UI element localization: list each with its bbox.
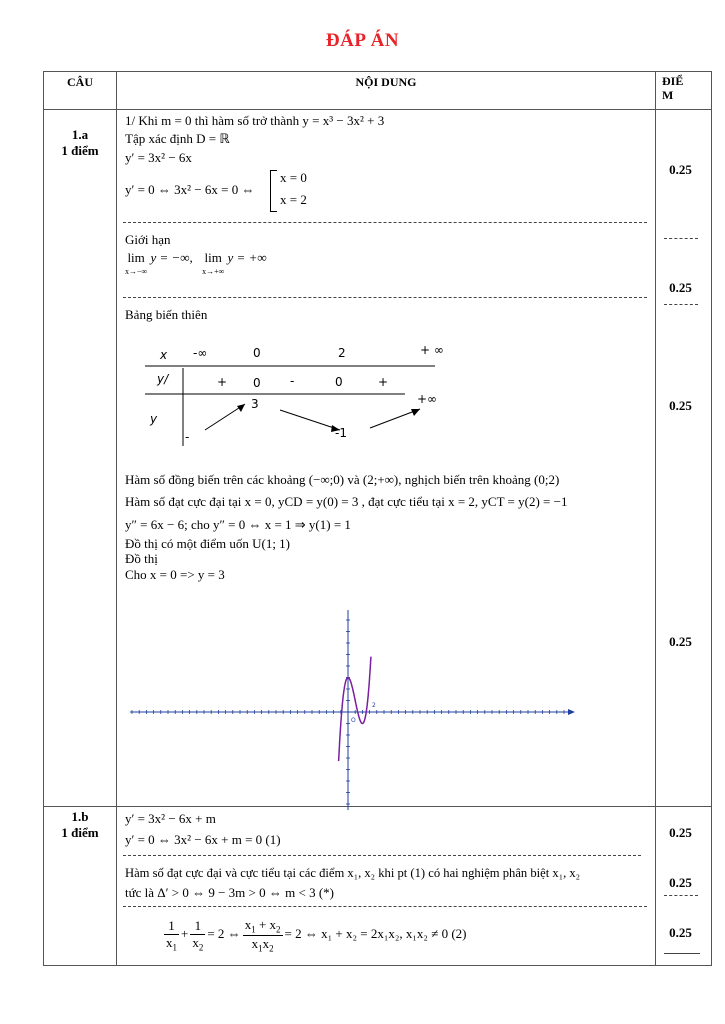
bbt-yprime-label: y/	[157, 372, 169, 386]
lim1-value: y = −∞,	[150, 250, 193, 265]
header-diem	[656, 72, 712, 110]
separator-1b-2	[123, 906, 647, 907]
line-txd: Tập xác định D = ℝ	[125, 131, 230, 146]
table-row-1a	[44, 110, 712, 807]
line-y-second: y″ = 6x − 6; cho y″ = 0 ⇔ x = 1 ⇒ y(1) = 1	[125, 517, 351, 532]
bbt-yprime-plus2: +	[378, 375, 389, 389]
header-diem-line1: ĐIỂ	[662, 74, 684, 88]
line-1b-condition: Hàm số đạt cực đại và cực tiểu tại các điểm x₁, x₂ khi pt (1) có hai nghiệm phân biệt x₁, x₂	[125, 866, 581, 880]
score-1a-2: 0.25	[669, 280, 692, 295]
cubic-graph	[125, 610, 585, 810]
line-khi-m0: 1/ Khi m = 0 thì hàm số trở thành y = x³ − 3x² + 3	[125, 113, 385, 128]
header-cau: CÂU	[44, 72, 117, 110]
lim1-word: lim	[127, 250, 145, 265]
lim2-sub: x→+∞	[202, 267, 225, 276]
line-1b-eq1: y′ = 0 ⇔ 3x² − 6x + m = 0 (1)	[125, 832, 281, 847]
cau-number-1a: 1.a	[71, 127, 89, 142]
bbt-y-label: y	[150, 412, 158, 426]
separator-1b-1	[123, 855, 641, 856]
cau-number-1b: 1.b	[71, 809, 89, 824]
line-dong-bien: Hàm số đồng biến trên các khoảng (−∞;0) và (2;+∞), nghịch biến trên khoảng (0;2)	[125, 472, 560, 487]
cau-points-1a: 1 điểm	[61, 143, 99, 158]
line-diem-uon: Đồ thị có một điểm uốn U(1; 1)	[125, 536, 291, 551]
line-bbt-title: Bảng biến thiên	[125, 307, 208, 322]
cau-cell-1a	[44, 110, 117, 807]
variation-table-lines	[145, 346, 445, 456]
root-x2: x = 2	[280, 192, 307, 207]
score-1a-3: 0.25	[669, 398, 692, 413]
graph-origin-label: O	[351, 717, 356, 724]
line-yprime: y′ = 3x² − 6x	[125, 150, 192, 165]
bbt-x-pos-inf: + ∞	[420, 343, 444, 357]
line-1b-yprime: y′ = 3x² − 6x + m	[125, 811, 216, 826]
score-1a-1: 0.25	[669, 162, 692, 177]
graph-curve	[339, 657, 371, 762]
separator-1	[123, 222, 647, 223]
score-1b-3: 0.25	[669, 925, 692, 940]
bbt-x-2: 2	[338, 346, 346, 360]
bbt-yprime-minus: -	[290, 374, 295, 388]
variation-table	[145, 343, 445, 456]
bbt-yprime-zero2: 0	[335, 375, 343, 389]
table-row-1b	[44, 807, 712, 966]
vieta-tail: = 2 ⇔ x₁ + x₂ = 2x₁x₂, x₁x₂ ≠ 0 (2)	[284, 926, 467, 942]
graph-x-arrow	[568, 709, 575, 715]
lim1-sub: x→−∞	[125, 267, 148, 276]
content-cell-1a	[117, 110, 656, 807]
cau-label-1a	[44, 127, 116, 159]
bbt-x-0: 0	[253, 346, 261, 360]
score-sep-1a-2	[664, 304, 698, 305]
separator-2	[123, 297, 647, 298]
lim2-word: lim	[204, 250, 222, 265]
lim2-value: y = +∞	[227, 250, 267, 265]
bbt-y-neg-inf: -	[185, 430, 190, 444]
cau-points-1b: 1 điểm	[61, 825, 99, 840]
line-yprime-zero: y′ = 0 ⇔ 3x² − 6x = 0 ⇔	[125, 182, 255, 197]
score-cell-1b	[656, 807, 712, 966]
graph-tick-2: 2	[372, 702, 376, 709]
line-1b-vieta: $\frac{1}{x_1}$ + $\frac{1}{x_2}$ = 2 ⇔ $\frac{x_1 + x_2}{x_1x_2}$ = 2 ⇔ x₁ + x₂ = 2x₁x₂, x₁x₂ ≠ 0 (2)	[166, 917, 467, 954]
header-noi-dung: NỘI DUNG	[117, 72, 656, 110]
answer-table	[43, 71, 712, 966]
cau-cell-1b	[44, 807, 117, 966]
line-cuc-tri: Hàm số đạt cực đại tại x = 0, yCD = y(0) = 3 , đạt cực tiểu tại x = 2, yCT = y(2) = −1	[125, 494, 568, 509]
content-cell-1b	[117, 807, 656, 966]
bbt-x-label: x	[160, 348, 168, 362]
line-do-thi: Đồ thị	[125, 551, 158, 566]
score-1b-2: 0.25	[669, 875, 692, 890]
score-sep-1a-1	[664, 238, 698, 239]
line-cho-x: Cho x = 0 => y = 3	[125, 567, 225, 582]
bbt-yprime-plus1: +	[217, 375, 228, 389]
table-header-row	[44, 72, 712, 110]
bbt-yprime-zero1: 0	[253, 376, 261, 390]
system-bracket	[270, 170, 277, 212]
score-cell-1a	[656, 110, 712, 807]
line-limits	[125, 250, 267, 282]
bbt-x-neg-inf: -∞	[193, 346, 208, 360]
score-1b-1: 0.25	[669, 825, 692, 840]
line-1b-delta: tức là Δ′ > 0 ⇔ 9 − 3m > 0 ⇔ m < 3 (*)	[125, 885, 334, 900]
line-gioi-han: Giới hạn	[125, 232, 171, 247]
bbt-y-pos-inf: +∞	[417, 392, 438, 406]
root-x0: x = 0	[280, 170, 307, 185]
header-diem-line2: M	[662, 88, 674, 102]
score-sep-1b-2	[664, 953, 700, 954]
bbt-y-max: 3	[251, 397, 259, 411]
score-1a-4: 0.25	[669, 634, 692, 649]
cau-label-1b	[44, 809, 116, 841]
score-sep-1b-1	[664, 895, 698, 896]
page-title: ĐÁP ÁN	[325, 30, 400, 51]
bbt-y-min: -1	[335, 426, 347, 440]
